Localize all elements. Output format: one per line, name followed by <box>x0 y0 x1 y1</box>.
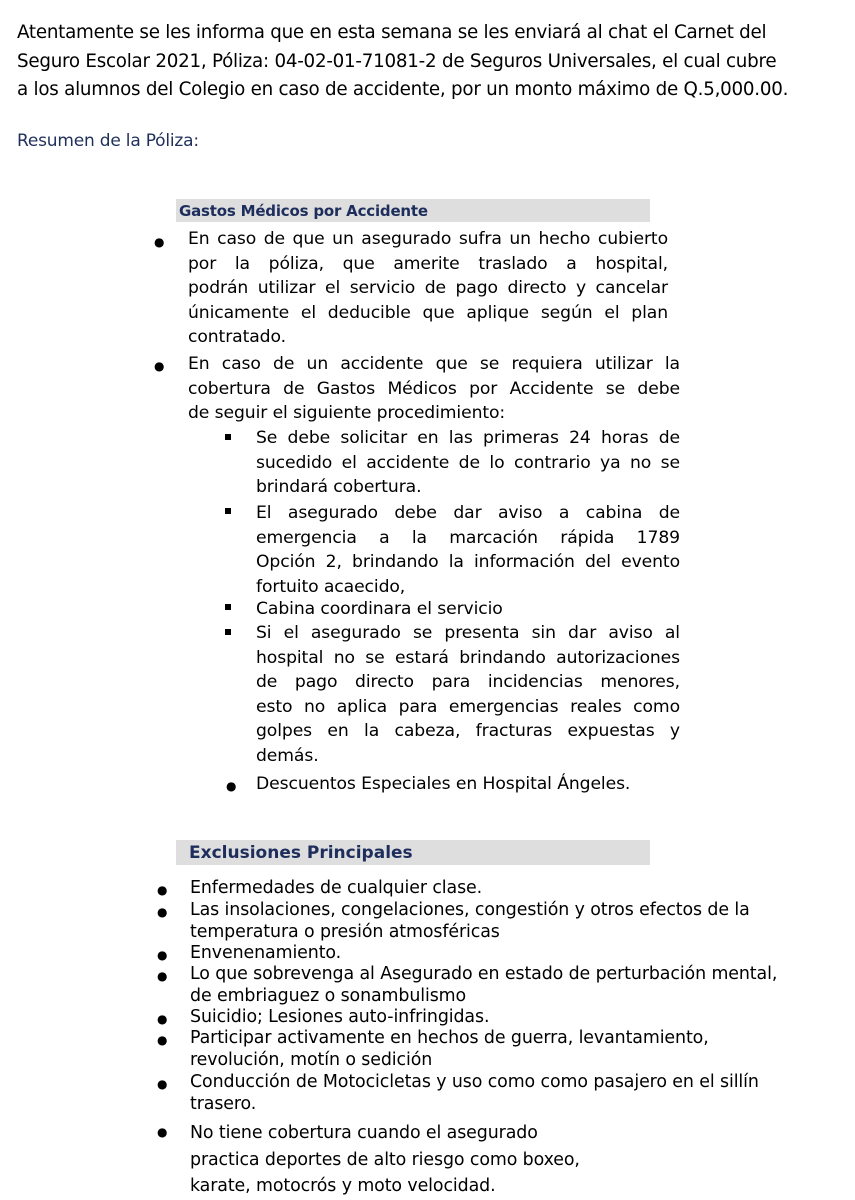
text-line: Enfermedades de cualquier clase. <box>190 878 483 898</box>
text-line: Descuentos Especiales en Hospital Ángeles. <box>256 774 631 794</box>
text-line: Participar activamente en hechos de guerra, levantamiento, <box>190 1028 709 1048</box>
text-line: esto no aplica para emergencias reales como <box>256 696 680 717</box>
text-line: Lo que sobrevenga al Asegurado en estado de perturbación mental, <box>190 964 778 984</box>
text-line: En caso de un accidente que se requiera utilizar la <box>188 354 680 374</box>
bullet-icon: ● <box>226 779 237 793</box>
text-line: cobertura de Gastos Médicos por Accidente se debe <box>188 378 680 399</box>
text-line: Se debe solicitar en las primeras 24 horas de <box>256 428 680 448</box>
text-line: Cabina coordinara el servicio <box>256 599 503 619</box>
text-line: revolución, motín o sedición <box>190 1049 433 1070</box>
text-line: En caso de que un asegurado sufra un hecho cubierto <box>188 229 668 249</box>
gastos-medicos-heading-text: Gastos Médicos por Accidente <box>179 202 428 220</box>
resumen-title: Resumen de la Póliza: <box>17 131 199 151</box>
exclusion-item <box>190 1007 489 1029</box>
text-line: de seguir el siguiente procedimiento: <box>188 403 506 423</box>
procedure-step-4 <box>256 621 680 768</box>
bullet-icon: ● <box>157 969 168 983</box>
text-line: sucedido el accidente de lo contrario ya no se <box>256 452 680 473</box>
text-line: Opción 2, brindando la información del evento <box>256 552 680 572</box>
text-line: temperatura o presión atmosféricas <box>190 921 500 942</box>
exclusion-item <box>190 964 777 1007</box>
exclusion-item <box>190 900 750 943</box>
gastos-medicos-heading <box>176 199 650 222</box>
bullet-icon: ● <box>157 883 168 897</box>
procedure-step-3 <box>256 597 680 622</box>
text-line: Suicidio; Lesiones auto-infringidas. <box>190 1007 490 1027</box>
text-line: Envenenamiento. <box>190 943 342 963</box>
text-line: Conducción de Motocicletas y uso como como pasajero en el sillín <box>190 1072 759 1092</box>
text-line: brindará cobertura. <box>256 477 422 497</box>
bullet-icon: ● <box>154 359 165 373</box>
text-line: únicamente el deducible que aplique según el plan <box>188 302 668 323</box>
exclusion-item <box>190 1028 709 1071</box>
intro-line: a los alumnos del Colegio en caso de accidente, por un monto máximo de Q.5,000.00. <box>17 79 789 100</box>
square-bullet-icon <box>225 434 231 440</box>
bullet-icon: ● <box>157 1033 168 1047</box>
bullet-icon: ● <box>157 1077 168 1091</box>
bullet-icon: ● <box>157 948 168 962</box>
square-bullet-icon <box>225 604 231 610</box>
bullet-icon: ● <box>157 1012 168 1026</box>
text-line: por la póliza, que amerite traslado a hospital, <box>188 253 668 274</box>
text-line: trasero. <box>190 1093 257 1114</box>
bullet-icon: ● <box>154 235 165 249</box>
procedure-step-2 <box>256 501 680 599</box>
exclusion-item <box>190 878 482 900</box>
text-line: de pago directo para incidencias menores, <box>256 672 680 692</box>
exclusion-item <box>190 1072 759 1115</box>
procedure-step-5 <box>256 772 680 797</box>
exclusiones-heading <box>176 840 650 865</box>
bullet-icon: ● <box>157 1125 168 1139</box>
gastos-item-1 <box>188 227 668 350</box>
square-bullet-icon <box>225 629 231 635</box>
gastos-item-2 <box>188 352 680 426</box>
exclusion-item <box>190 943 341 965</box>
intro-line: Seguro Escolar 2021, Póliza: 04-02-01-71081-2 de Seguros Universales, el cual cubre <box>17 50 777 72</box>
text-line: Las insolaciones, congelaciones, congestión y otros efectos de la <box>190 900 750 920</box>
text-line: practica deportes de alto riesgo como boxeo, <box>190 1149 580 1170</box>
text-line: podrán utilizar el servicio de pago directo y cancelar <box>188 278 668 298</box>
exclusiones-heading-text: Exclusiones Principales <box>189 843 413 863</box>
intro-line: Atentamente se les informa que en esta semana se les enviará al chat el Carnet del <box>17 22 767 43</box>
text-line: demás. <box>256 745 319 766</box>
intro-paragraph <box>17 19 817 105</box>
text-line: hospital no se estará brindando autorizaciones <box>256 647 680 668</box>
square-bullet-icon <box>225 508 231 514</box>
text-line: golpes en la cabeza, fracturas expuestas y <box>256 721 680 741</box>
exclusion-item <box>190 1120 580 1200</box>
text-line: karate, motocrós y moto velocidad. <box>190 1176 496 1196</box>
bullet-icon: ● <box>157 905 168 919</box>
text-line: de embriaguez o sonambulismo <box>190 985 467 1006</box>
text-line: No tiene cobertura cuando el asegurado <box>190 1123 538 1143</box>
text-line: El asegurado debe dar aviso a cabina de <box>256 503 680 523</box>
text-line: contratado. <box>188 327 286 347</box>
text-line: fortuito acaecido, <box>256 576 406 597</box>
procedure-step-1 <box>256 426 680 500</box>
text-line: emergencia a la marcación rápida 1789 <box>256 527 680 548</box>
text-line: Si el asegurado se presenta sin dar aviso al <box>256 623 680 643</box>
